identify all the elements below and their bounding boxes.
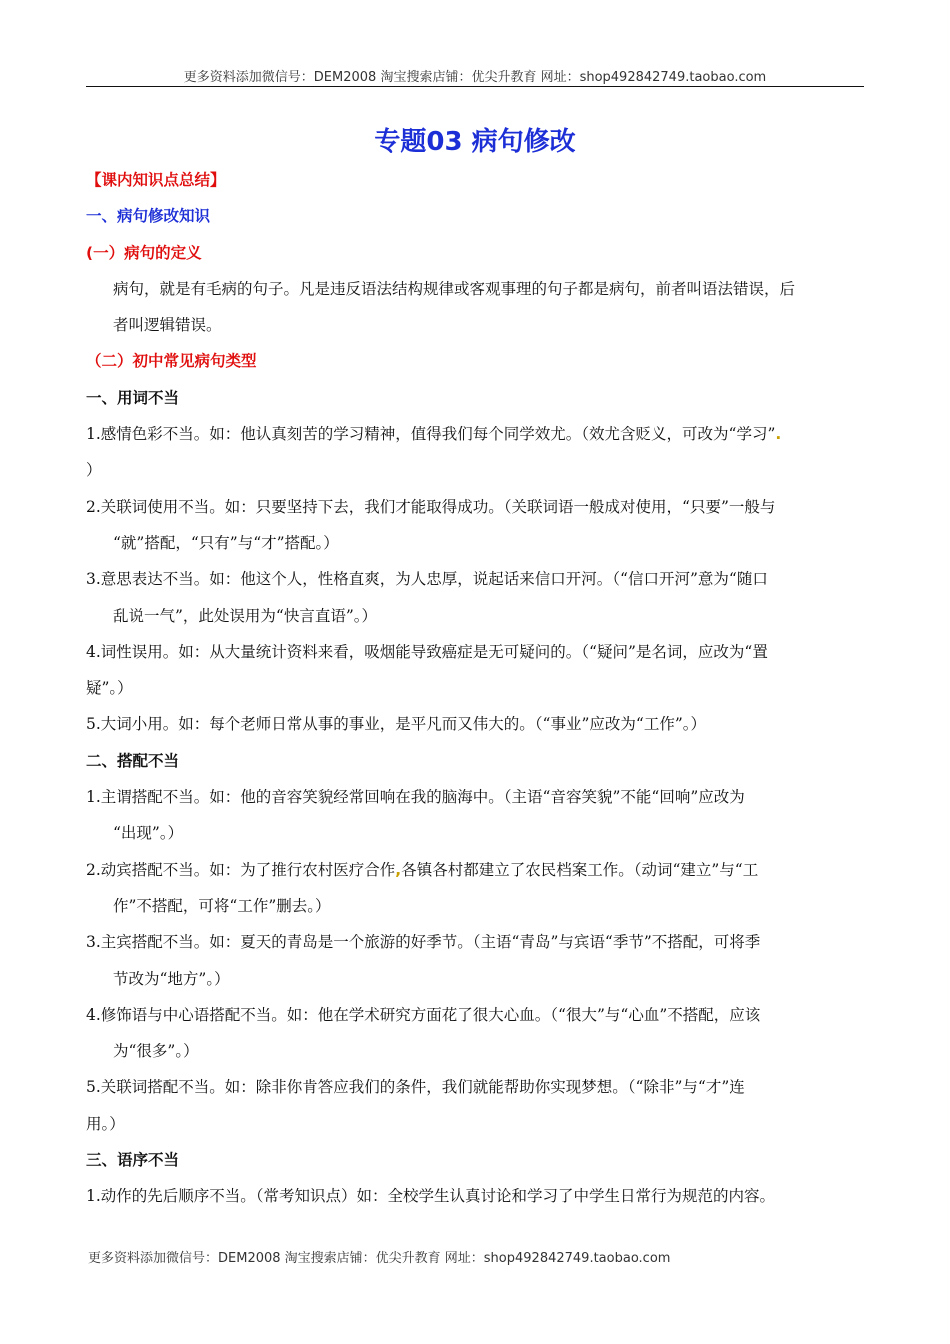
- list-item-line: 用。）: [86, 1114, 125, 1133]
- section-heading-word-misuse: 一、用词不当: [86, 388, 180, 407]
- part1-heading: 一、病句修改知识: [86, 207, 211, 226]
- page-footer: 更多资料添加微信号：DEM2008 淘宝搜索店铺：优尖升教育 网址：shop492842749.taobao.com: [88, 1251, 671, 1266]
- list-item-line: 1.动作的先后顺序不当。（常考知识点）如：全校学生认真讨论和学习了中学生日常行为规范的内容。: [86, 1187, 776, 1206]
- list-item-line: [86, 852, 856, 888]
- list-item-line: 2.关联词使用不当。如：只要坚持下去，我们才能取得成功。（关联词语一般成对使用，“只要”一般与: [86, 497, 776, 516]
- document-body: [86, 162, 856, 1215]
- list-item-text: 1.感情色彩不当。如：他认真刻苦的学习精神，值得我们每个同学效尤。（效尤含贬义，可改为“学习”: [86, 425, 776, 444]
- list-item-line: 作”不搭配，可将“工作”删去。）: [113, 896, 331, 915]
- list-item-line: 4.词性误用。如：从大量统计资料来看，吸烟能导致癌症是无可疑问的。（“疑问”是名词，应改为“置: [86, 642, 768, 661]
- list-item-line: 3.意思表达不当。如：他这个人，性格直爽，为人忠厚，说起话来信口开河。（“信口开河”意为“随口: [86, 570, 768, 589]
- list-item-line: 3.主宾搭配不当。如：夏天的青岛是一个旅游的好季节。（主语“青岛”与宾语“季节”不搭配，可将季: [86, 933, 761, 952]
- types-heading: （二）初中常见病句类型: [86, 352, 257, 371]
- section-heading-collocation: 二、搭配不当: [86, 751, 180, 770]
- definition-text-line1: 病句，就是有毛病的句子。凡是违反语法结构规律或客观事理的句子都是病句，前者叫语法错误，后: [113, 279, 796, 298]
- list-item-line: 1.主谓搭配不当。如：他的音容笑貌经常回响在我的脑海中。（主语“音容笑貌”不能“回响”应改为: [86, 788, 745, 807]
- list-item-line: 疑”。）: [86, 679, 133, 698]
- list-item-line: 5.大词小用。如：每个老师日常从事的事业，是平凡而又伟大的。（“事业”应改为“工作”。）: [86, 715, 706, 734]
- list-item-mark: .: [775, 425, 782, 444]
- page-header: 更多资料添加微信号：DEM2008 淘宝搜索店铺：优尖升教育 网址：shop492842749.taobao.com: [183, 70, 767, 85]
- list-item-line: [86, 416, 856, 452]
- definition-heading: (一）病句的定义: [86, 243, 202, 262]
- summary-heading: 【课内知识点总结】: [86, 171, 226, 189]
- list-item-text: 2.动宾搭配不当。如：为了推行农村医疗合作: [86, 860, 396, 879]
- definition-text-line2: 者叫逻辑错误。: [113, 316, 222, 335]
- list-item-line: 节改为“地方”。）: [113, 969, 230, 988]
- list-item-line: ）: [86, 461, 102, 480]
- page-title: 专题03 病句修改: [374, 127, 576, 157]
- list-item-line: 5.关联词搭配不当。如：除非你肯答应我们的条件，我们就能帮助你实现梦想。（“除非”与“才”连: [86, 1078, 745, 1097]
- list-item-line: 乱说一气”，此处误用为“快言直语”。）: [113, 606, 378, 625]
- list-item-line: “就”搭配，“只有”与“才”搭配。）: [113, 533, 339, 552]
- list-item-line: 4.修饰语与中心语搭配不当。如：他在学术研究方面花了很大心血。（“很大”与“心血”不搭配，应该: [86, 1005, 761, 1024]
- section-heading-word-order: 三、语序不当: [86, 1151, 180, 1170]
- list-item-line: “出现”。）: [113, 824, 184, 843]
- list-item-text: 各镇各村都建立了农民档案工作。（动词“建立”与“工: [401, 860, 759, 879]
- list-item-mark: ,: [395, 860, 402, 879]
- header-divider: [86, 86, 864, 87]
- list-item-line: 为“很多”。）: [113, 1042, 199, 1061]
